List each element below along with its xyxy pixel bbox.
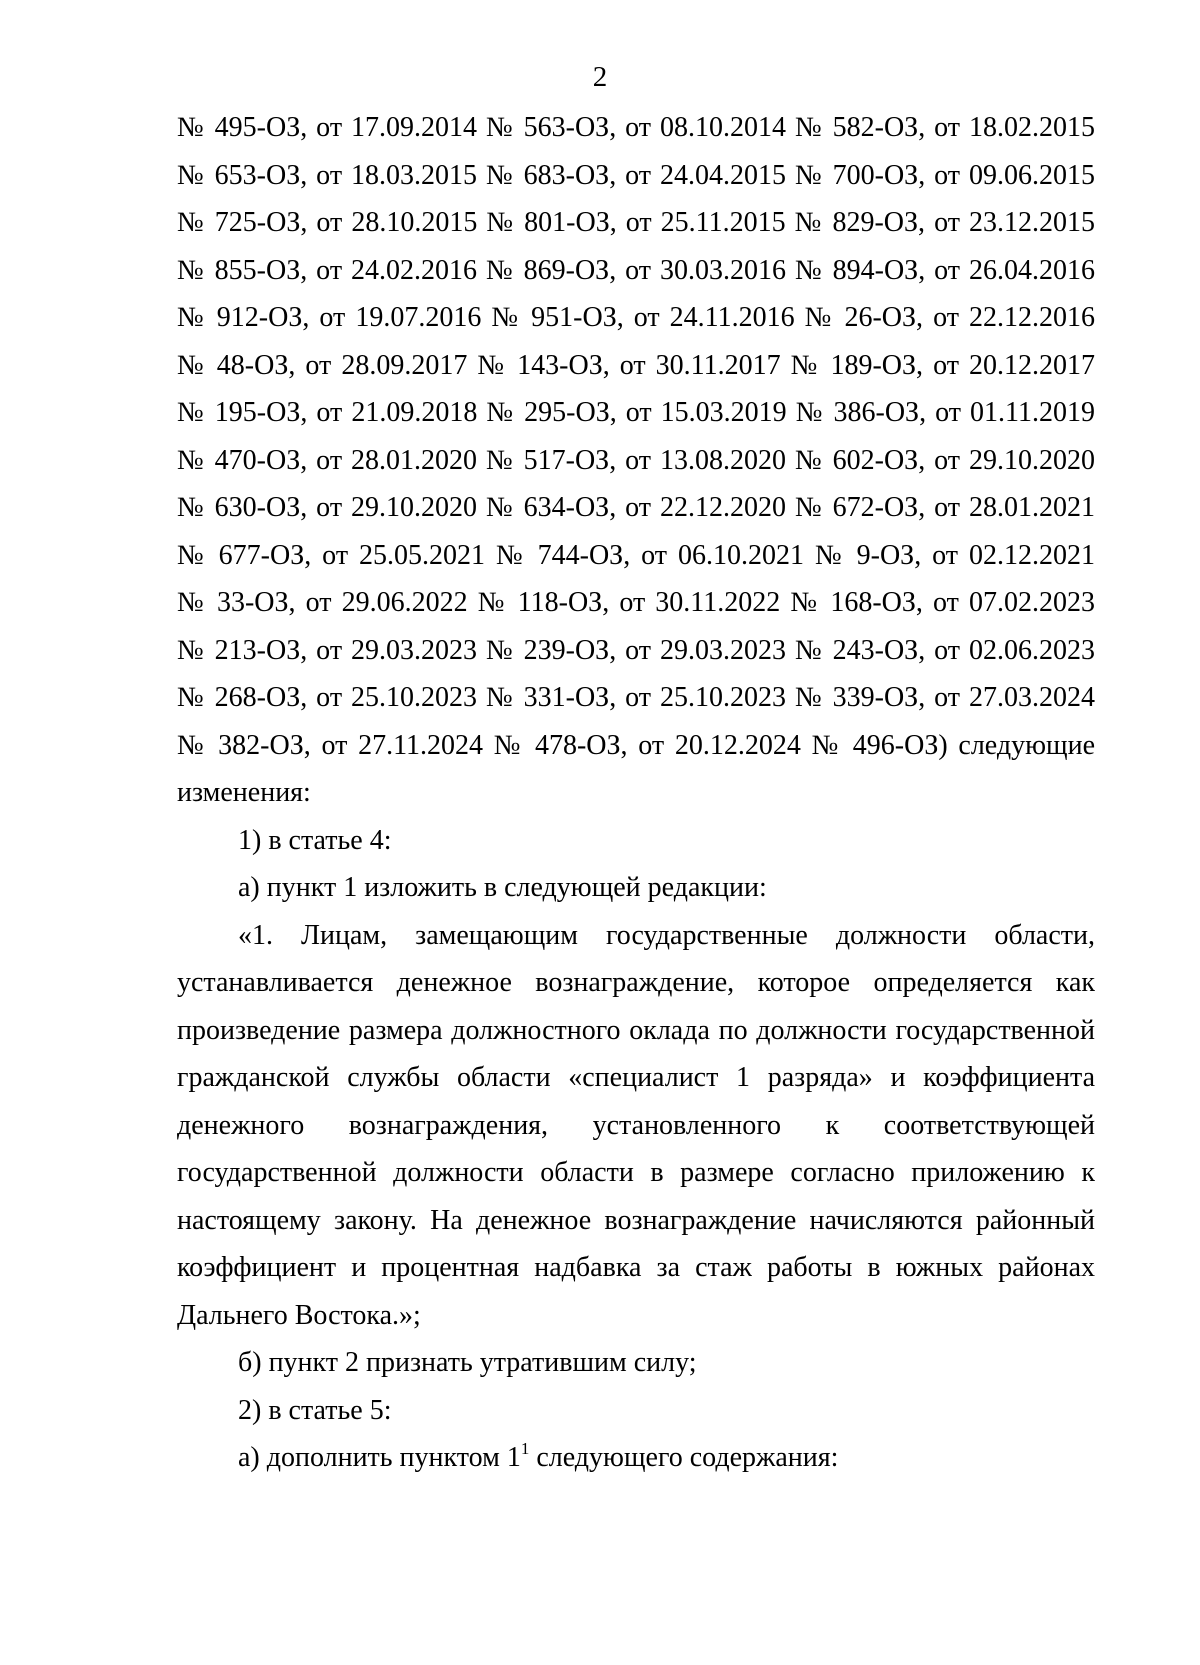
list-line-2: № 653-ОЗ, от 18.03.2015 № 683-ОЗ, от 24.04.2015 № 700-ОЗ, от 09.06.2015	[177, 159, 1095, 191]
list-line-9: № 630-ОЗ, от 29.10.2020 № 634-ОЗ, от 22.12.2020 № 672-ОЗ, от 28.01.2021	[177, 492, 1095, 523]
list-line-8: № 470-ОЗ, от 28.01.2020 № 517-ОЗ, от 13.08.2020 № 602-ОЗ, от 29.10.2020	[177, 444, 1095, 476]
list-line-5: № 912-ОЗ, от 19.07.2016 № 951-ОЗ, от 24.11.2016 № 26-ОЗ, от 22.12.2016	[177, 302, 1095, 333]
quote-line-6: государственной должности области в размере согласно приложению к	[177, 1157, 1095, 1188]
quote-line-9: Дальнего Востока.»;	[177, 1299, 421, 1331]
quote-line-1: «1. Лицам, замещающим государственные должности области,	[238, 919, 1095, 951]
document-body	[177, 104, 1095, 1482]
list-line-1: № 495-ОЗ, от 17.09.2014 № 563-ОЗ, от 08.10.2014 № 582-ОЗ, от 18.02.2015	[177, 112, 1095, 143]
quote-line-5: денежного вознаграждения, установленного к соответствующей	[177, 1109, 1095, 1141]
quote-line-8: коэффициент и процентная надбавка за стаж работы в южных районах	[177, 1252, 1095, 1283]
page-number: 2	[592, 61, 608, 93]
item-2a-text-end: следующего содержания:	[529, 1442, 839, 1473]
quote-line-2: устанавливается денежное вознаграждение, которое определяется как	[177, 967, 1095, 998]
list-line-12: № 213-ОЗ, от 29.03.2023 № 239-ОЗ, от 29.03.2023 № 243-ОЗ, от 02.06.2023	[177, 634, 1095, 666]
item-2a-text: а) дополнить пунктом 1	[238, 1442, 521, 1473]
list-line-4: № 855-ОЗ, от 24.02.2016 № 869-ОЗ, от 30.03.2016 № 894-ОЗ, от 26.04.2016	[177, 254, 1095, 286]
item-2a	[177, 1434, 1095, 1482]
item-2: 2) в статье 5:	[238, 1394, 392, 1426]
list-line-11: № 33-ОЗ, от 29.06.2022 № 118-ОЗ, от 30.11.2022 № 168-ОЗ, от 07.02.2023	[177, 587, 1095, 618]
list-line-7: № 195-ОЗ, от 21.09.2018 № 295-ОЗ, от 15.03.2019 № 386-ОЗ, от 01.11.2019	[177, 397, 1095, 428]
list-line-10: № 677-ОЗ, от 25.05.2021 № 744-ОЗ, от 06.10.2021 № 9-ОЗ, от 02.12.2021	[177, 539, 1095, 571]
list-line-13: № 268-ОЗ, от 25.10.2023 № 331-ОЗ, от 25.10.2023 № 339-ОЗ, от 27.03.2024	[177, 682, 1095, 713]
list-line-6: № 48-ОЗ, от 28.09.2017 № 143-ОЗ, от 30.11.2017 № 189-ОЗ, от 20.12.2017	[177, 349, 1095, 381]
quote-line-4: гражданской службы области «специалист 1 разряда» и коэффициента	[177, 1062, 1095, 1093]
item-1a: а) пункт 1 изложить в следующей редакции:	[238, 872, 767, 903]
list-line-3: № 725-ОЗ, от 28.10.2015 № 801-ОЗ, от 25.11.2015 № 829-ОЗ, от 23.12.2015	[177, 207, 1095, 238]
item-1: 1) в статье 4:	[238, 824, 392, 856]
quote-line-7: настоящему закону. На денежное вознаграждение начисляются районный	[177, 1204, 1095, 1236]
list-line-15: изменения:	[177, 777, 311, 808]
item-2a-superscript: 1	[520, 1439, 530, 1458]
list-line-14: № 382-ОЗ, от 27.11.2024 № 478-ОЗ, от 20.12.2024 № 496-ОЗ) следующие	[177, 729, 1095, 761]
item-1b: б) пункт 2 признать утратившим силу;	[238, 1347, 697, 1378]
quote-line-3: произведение размера должностного оклада по должности государственной	[177, 1014, 1095, 1046]
